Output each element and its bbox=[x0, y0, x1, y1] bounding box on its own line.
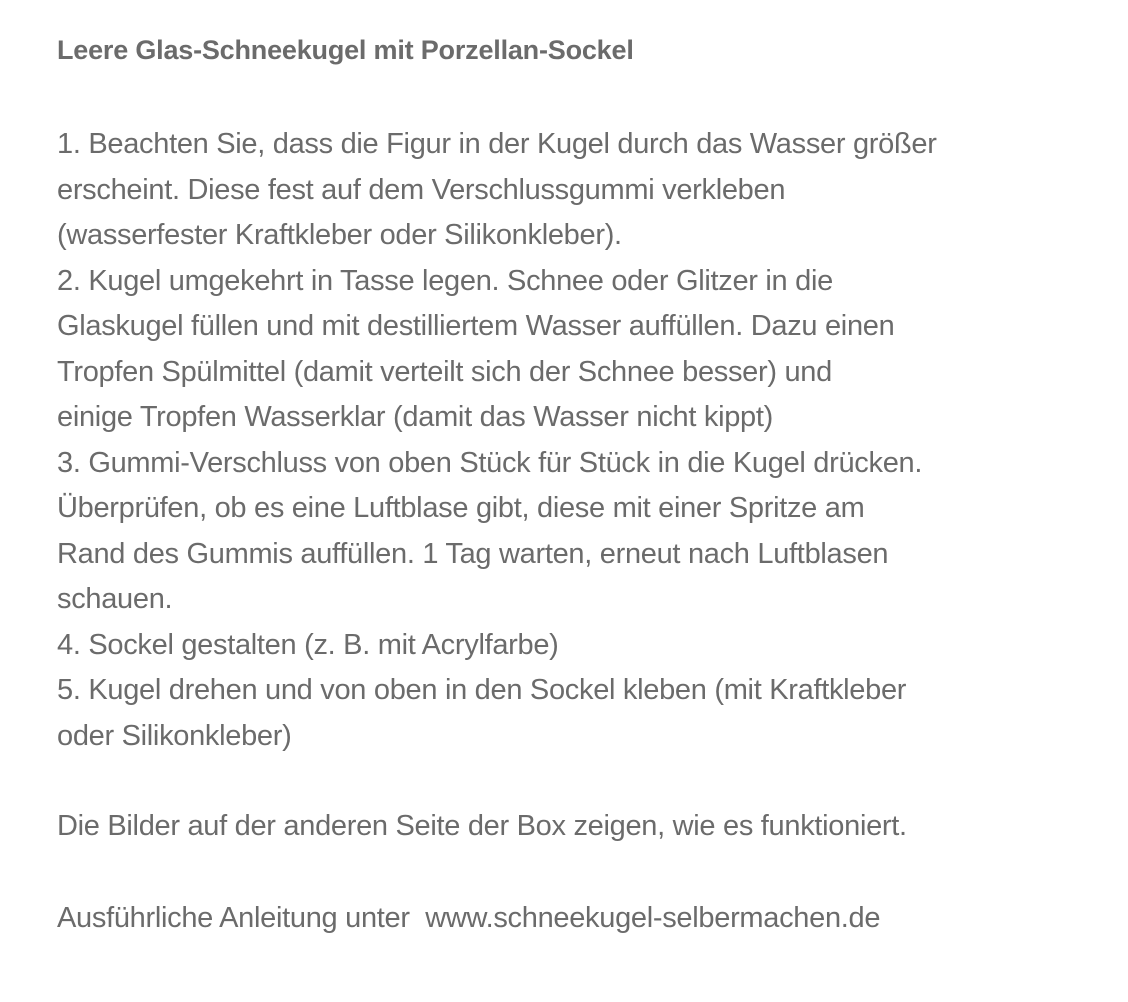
step-line: 2. Kugel umgekehrt in Tasse legen. Schnee oder Glitzer in die bbox=[57, 264, 833, 297]
step-line: oder Silikonkleber) bbox=[57, 719, 292, 752]
step-line: erscheint. Diese fest auf dem Verschlussgummi verkleben bbox=[57, 173, 786, 206]
instructions-url: www.schneekugel-selbermachen.de bbox=[425, 901, 881, 934]
step-line: 1. Beachten Sie, dass die Figur in der Kugel durch das Wasser größer bbox=[57, 128, 937, 160]
step-line: Tropfen Spülmittel (damit verteilt sich der Schnee besser) und bbox=[57, 355, 832, 388]
step-3 bbox=[57, 441, 1117, 623]
step-line: 4. Sockel gestalten (z. B. mit Acrylfarbe) bbox=[57, 628, 559, 661]
box-images-note: Die Bilder auf der anderen Seite der Box zeigen, wie es funktioniert. bbox=[57, 810, 907, 842]
step-1 bbox=[57, 122, 1117, 259]
step-line: 5. Kugel drehen und von oben in den Sockel kleben (mit Kraftkleber bbox=[57, 674, 907, 706]
step-line: (wasserfester Kraftkleber oder Silikonkleber). bbox=[57, 219, 622, 251]
instruction-sheet bbox=[57, 30, 1117, 941]
step-line: 3. Gummi-Verschluss von oben Stück für Stück in die Kugel drücken. bbox=[57, 446, 923, 479]
step-2 bbox=[57, 259, 1117, 441]
instructions-line bbox=[57, 896, 1117, 942]
step-line: Glaskugel füllen und mit destilliertem Wasser auffüllen. Dazu einen bbox=[57, 310, 895, 342]
step-5 bbox=[57, 668, 1117, 759]
document-title: Leere Glas-Schneekugel mit Porzellan-Sockel bbox=[57, 35, 634, 65]
instructions-prefix: Ausführliche Anleitung unter bbox=[57, 901, 410, 934]
step-list bbox=[57, 122, 1117, 759]
step-line: Überprüfen, ob es eine Luftblase gibt, diese mit einer Spritze am bbox=[57, 492, 865, 524]
step-line: einige Tropfen Wasserklar (damit das Wasser nicht kippt) bbox=[57, 401, 773, 433]
step-line: Rand des Gummis auffüllen. 1 Tag warten, erneut nach Luftblasen bbox=[57, 537, 889, 570]
step-line: schauen. bbox=[57, 583, 173, 615]
step-4 bbox=[57, 623, 1117, 669]
